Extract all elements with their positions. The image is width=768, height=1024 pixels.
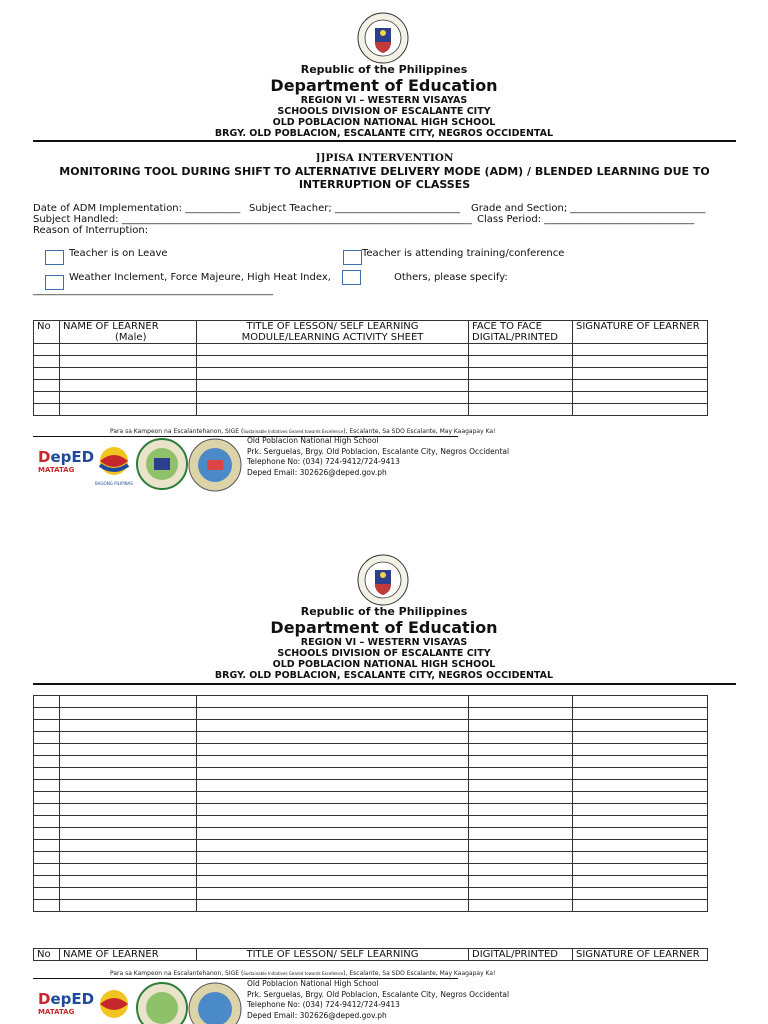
table-cell[interactable]	[60, 888, 197, 900]
header-signature: SIGNATURE OF LEARNER	[573, 321, 708, 344]
table-cell[interactable]	[34, 792, 60, 804]
table-row[interactable]	[34, 804, 708, 816]
table-cell[interactable]	[573, 816, 708, 828]
table-cell[interactable]	[197, 392, 469, 404]
table-cell[interactable]	[34, 900, 60, 912]
table-cell[interactable]	[469, 380, 573, 392]
header-rule-2	[33, 683, 736, 685]
table-cell[interactable]	[34, 756, 60, 768]
deped-matatag-logo-2: DepED MATATAG	[38, 990, 95, 1016]
table-cell[interactable]	[573, 780, 708, 792]
table-row[interactable]	[34, 696, 708, 708]
learner-table	[33, 320, 708, 416]
table-cell[interactable]	[34, 380, 60, 392]
table-cell[interactable]	[34, 344, 60, 356]
department-label: Department of Education	[270, 76, 498, 95]
table-row[interactable]	[34, 392, 708, 404]
table-cell[interactable]	[469, 768, 573, 780]
table-row[interactable]	[34, 900, 708, 912]
division-seal-icon	[136, 438, 188, 490]
table-cell[interactable]	[60, 828, 197, 840]
table-cell[interactable]	[60, 404, 197, 416]
header-lesson: TITLE OF LESSON/ SELF LEARNING MODULE/LEARNING ACTIVITY SHEET	[197, 321, 469, 344]
table-cell[interactable]	[197, 744, 469, 756]
table-cell[interactable]	[34, 840, 60, 852]
learner-table-2	[33, 695, 708, 912]
school-label-2: OLD POBLACION NATIONAL HIGH SCHOOL	[272, 659, 496, 670]
table-cell[interactable]	[573, 720, 708, 732]
table-row[interactable]	[34, 864, 708, 876]
table-cell[interactable]	[573, 888, 708, 900]
table-cell[interactable]	[60, 756, 197, 768]
table-cell[interactable]	[197, 804, 469, 816]
header-name: NAME OF LEARNER (Male)	[60, 321, 197, 344]
table-cell[interactable]	[34, 368, 60, 380]
table-cell[interactable]	[197, 356, 469, 368]
table-cell[interactable]	[573, 900, 708, 912]
republic-label: Republic of the Philippines	[300, 63, 468, 76]
table-cell[interactable]	[197, 840, 469, 852]
weather-option-label: Weather Inclement, Force Majeure, High Heat Index,	[69, 272, 331, 283]
table-cell[interactable]	[34, 696, 60, 708]
table-cell[interactable]	[60, 392, 197, 404]
table-cell[interactable]	[60, 840, 197, 852]
deped-seal-icon	[357, 12, 409, 64]
table-cell[interactable]	[34, 720, 60, 732]
table-cell[interactable]	[34, 888, 60, 900]
table-cell[interactable]	[573, 804, 708, 816]
school-seal-icon-2	[188, 982, 242, 1024]
table-cell[interactable]	[197, 756, 469, 768]
table-cell[interactable]	[573, 744, 708, 756]
header-signature-3: SIGNATURE OF LEARNER	[573, 949, 708, 961]
table-cell[interactable]	[60, 900, 197, 912]
table-cell[interactable]	[469, 780, 573, 792]
header-name-3: NAME OF LEARNER	[60, 949, 197, 961]
table-cell[interactable]	[573, 864, 708, 876]
division-label: SCHOOLS DIVISION OF ESCALANTE CITY	[277, 106, 491, 117]
table-row[interactable]	[34, 852, 708, 864]
table-cell[interactable]	[34, 876, 60, 888]
table-cell[interactable]	[573, 732, 708, 744]
table-cell[interactable]	[197, 720, 469, 732]
table-row[interactable]	[34, 876, 708, 888]
table-cell[interactable]	[60, 720, 197, 732]
reason-label: Reason of Interruption:	[33, 225, 149, 236]
date-field[interactable]: Date of ADM Implementation: ___________	[33, 203, 241, 214]
table-cell[interactable]	[469, 804, 573, 816]
table-cell[interactable]	[60, 732, 197, 744]
table-cell[interactable]	[60, 876, 197, 888]
table-row[interactable]	[34, 840, 708, 852]
header-rule	[33, 140, 736, 142]
table-cell[interactable]	[34, 780, 60, 792]
table-cell[interactable]	[197, 792, 469, 804]
table-cell[interactable]	[573, 404, 708, 416]
table-cell[interactable]	[573, 344, 708, 356]
division-label-2: SCHOOLS DIVISION OF ESCALANTE CITY	[277, 648, 491, 659]
bagong-pilipinas-icon-2	[92, 986, 136, 1024]
specify-line[interactable]: ________________________________________________	[33, 285, 273, 296]
table-row[interactable]	[34, 888, 708, 900]
table-cell[interactable]	[60, 708, 197, 720]
header-mode: FACE TO FACE DIGITAL/PRINTED	[469, 321, 573, 344]
table-cell[interactable]	[34, 804, 60, 816]
table-cell[interactable]	[60, 380, 197, 392]
footer-tagline: Para sa Kampeon na Escalantehanon, SIGE (Sustainable Initiatives Geared towards Excellence), Escalante, Sa SDO Escalante, May Kaagapay Ka!	[110, 428, 496, 435]
pisa-label: ]]PISA INTERVENTION	[315, 152, 454, 164]
table-cell[interactable]	[573, 876, 708, 888]
footer-contact-2: Old Poblacion National High School Prk. Serguelas, Brgy. Old Poblacion, Escalante City, Negros Occidental Telephone No: (034) 724-9412/724-9413 Deped Email: 302626@deped.gov.ph	[247, 979, 510, 1020]
bagong-pilipinas-icon	[92, 443, 136, 487]
table-cell[interactable]	[469, 344, 573, 356]
title-line-2: INTERRUPTION OF CLASSES	[298, 178, 471, 191]
deped-matatag-logo: DepED MATATAG	[38, 448, 95, 474]
table-row[interactable]	[34, 720, 708, 732]
table-cell[interactable]	[197, 888, 469, 900]
table-cell[interactable]	[469, 816, 573, 828]
table-cell[interactable]	[573, 840, 708, 852]
table-cell[interactable]	[573, 708, 708, 720]
region-label-2: REGION VI – WESTERN VISAYAS	[300, 637, 468, 648]
table-cell[interactable]	[60, 344, 197, 356]
table-cell[interactable]	[573, 368, 708, 380]
table-cell[interactable]	[469, 744, 573, 756]
table-cell[interactable]	[573, 756, 708, 768]
table-cell[interactable]	[573, 392, 708, 404]
table-cell[interactable]	[469, 404, 573, 416]
footer-contact: Old Poblacion National High School Prk. Serguelas, Brgy. Old Poblacion, Escalante City, Negros Occidental Telephone No: (034) 724-9412/724-9413 Deped Email: 302626@deped.gov.ph	[247, 436, 510, 477]
table-cell[interactable]	[60, 768, 197, 780]
grade-field[interactable]: Grade and Section; ___________________________	[471, 203, 706, 214]
table-cell[interactable]	[469, 392, 573, 404]
school-label: OLD POBLACION NATIONAL HIGH SCHOOL	[272, 117, 496, 128]
table-cell[interactable]	[573, 356, 708, 368]
footer-tagline-2: Para sa Kampeon na Escalantehanon, SIGE (Sustainable Initiatives Geared towards Excellence), Escalante, Sa SDO Escalante, May Kaagapay Ka!	[110, 970, 496, 977]
table-cell[interactable]	[197, 780, 469, 792]
table-row[interactable]	[34, 816, 708, 828]
table-row[interactable]	[34, 380, 708, 392]
table-cell[interactable]	[469, 852, 573, 864]
table-row[interactable]	[34, 768, 708, 780]
table-cell[interactable]	[34, 732, 60, 744]
table-row[interactable]	[34, 708, 708, 720]
others-checkbox[interactable]	[342, 270, 361, 285]
deped-seal-icon-2	[357, 554, 409, 606]
address-label: BRGY. OLD POBLACION, ESCALANTE CITY, NEGROS OCCIDENTAL	[214, 128, 554, 139]
table-cell[interactable]	[197, 732, 469, 744]
table-header-row-3	[34, 949, 708, 961]
table-cell[interactable]	[469, 792, 573, 804]
table-row[interactable]	[34, 792, 708, 804]
region-label: REGION VI – WESTERN VISAYAS	[300, 95, 468, 106]
table-row[interactable]	[34, 356, 708, 368]
table-cell[interactable]	[34, 708, 60, 720]
table-cell[interactable]	[34, 828, 60, 840]
table-cell[interactable]	[469, 356, 573, 368]
table-cell[interactable]	[60, 864, 197, 876]
table-cell[interactable]	[34, 356, 60, 368]
learner-table-3-header	[33, 948, 708, 961]
table-cell[interactable]	[469, 696, 573, 708]
table-cell[interactable]	[34, 768, 60, 780]
table-cell[interactable]	[469, 876, 573, 888]
table-cell[interactable]	[60, 368, 197, 380]
table-row[interactable]	[34, 828, 708, 840]
table-cell[interactable]	[60, 852, 197, 864]
table-row[interactable]	[34, 780, 708, 792]
table-cell[interactable]	[197, 852, 469, 864]
table-cell[interactable]	[469, 840, 573, 852]
table-cell[interactable]	[573, 696, 708, 708]
table-row[interactable]	[34, 732, 708, 744]
table-cell[interactable]	[34, 392, 60, 404]
table-cell[interactable]	[469, 900, 573, 912]
table-cell[interactable]	[197, 696, 469, 708]
svg-text:BAGONG PILIPINAS: BAGONG PILIPINAS	[95, 481, 133, 486]
table-cell[interactable]	[469, 828, 573, 840]
table-cell[interactable]	[469, 864, 573, 876]
table-cell[interactable]	[34, 852, 60, 864]
table-cell[interactable]	[34, 744, 60, 756]
school-seal-icon	[188, 438, 242, 492]
table-cell[interactable]	[34, 864, 60, 876]
table-cell[interactable]	[60, 696, 197, 708]
table-cell[interactable]	[573, 380, 708, 392]
table-row[interactable]	[34, 404, 708, 416]
title-line-1: MONITORING TOOL DURING SHIFT TO ALTERNATIVE DELIVERY MODE (ADM) / BLENDED LEARNING DUE TO	[59, 165, 710, 178]
address-label-2: BRGY. OLD POBLACION, ESCALANTE CITY, NEGROS OCCIDENTAL	[214, 670, 554, 681]
table-cell[interactable]	[197, 864, 469, 876]
training-option-label: Teacher is attending training/conference	[362, 248, 565, 259]
table-cell[interactable]	[60, 780, 197, 792]
table-header-row	[34, 321, 708, 344]
table-cell[interactable]	[469, 888, 573, 900]
table-cell[interactable]	[573, 852, 708, 864]
division-seal-icon-2	[136, 982, 188, 1024]
table-cell[interactable]	[573, 792, 708, 804]
table-cell[interactable]	[197, 876, 469, 888]
leave-option-label: Teacher is on Leave	[69, 248, 168, 259]
table-row[interactable]	[34, 344, 708, 356]
table-cell[interactable]	[469, 732, 573, 744]
table-row[interactable]	[34, 744, 708, 756]
table-cell[interactable]	[197, 900, 469, 912]
table-cell[interactable]	[573, 768, 708, 780]
table-cell[interactable]	[197, 828, 469, 840]
table-cell[interactable]	[34, 816, 60, 828]
period-field[interactable]: Class Period: ______________________________	[477, 214, 695, 225]
header-no: No	[34, 321, 60, 344]
republic-label-2: Republic of the Philippines	[300, 605, 468, 618]
table-cell[interactable]	[60, 792, 197, 804]
leave-checkbox[interactable]	[45, 250, 64, 265]
table-cell[interactable]	[197, 708, 469, 720]
header-mode-3: DIGITAL/PRINTED	[469, 949, 573, 961]
table-cell[interactable]	[60, 816, 197, 828]
header-lesson-3: TITLE OF LESSON/ SELF LEARNING	[197, 949, 469, 961]
table-cell[interactable]	[197, 404, 469, 416]
table-cell[interactable]	[197, 816, 469, 828]
table-cell[interactable]	[197, 380, 469, 392]
table-cell[interactable]	[469, 720, 573, 732]
table-cell[interactable]	[197, 344, 469, 356]
table-cell[interactable]	[34, 404, 60, 416]
table-cell[interactable]	[469, 756, 573, 768]
training-checkbox[interactable]	[343, 250, 362, 265]
table-cell[interactable]	[197, 368, 469, 380]
header-no-3: No	[34, 949, 60, 961]
table-cell[interactable]	[573, 828, 708, 840]
table-row[interactable]	[34, 756, 708, 768]
table-cell[interactable]	[469, 368, 573, 380]
table-cell[interactable]	[197, 768, 469, 780]
department-label-2: Department of Education	[270, 618, 498, 637]
table-cell[interactable]	[60, 356, 197, 368]
subject-field[interactable]: Subject Handled: ______________________________________________________________________	[33, 214, 472, 225]
table-cell[interactable]	[60, 744, 197, 756]
table-cell[interactable]	[60, 804, 197, 816]
others-option-label: Others, please specify:	[394, 272, 508, 283]
teacher-field[interactable]: Subject Teacher; _________________________	[249, 203, 460, 214]
form-title	[33, 152, 736, 191]
table-cell[interactable]	[469, 708, 573, 720]
table-row[interactable]	[34, 368, 708, 380]
